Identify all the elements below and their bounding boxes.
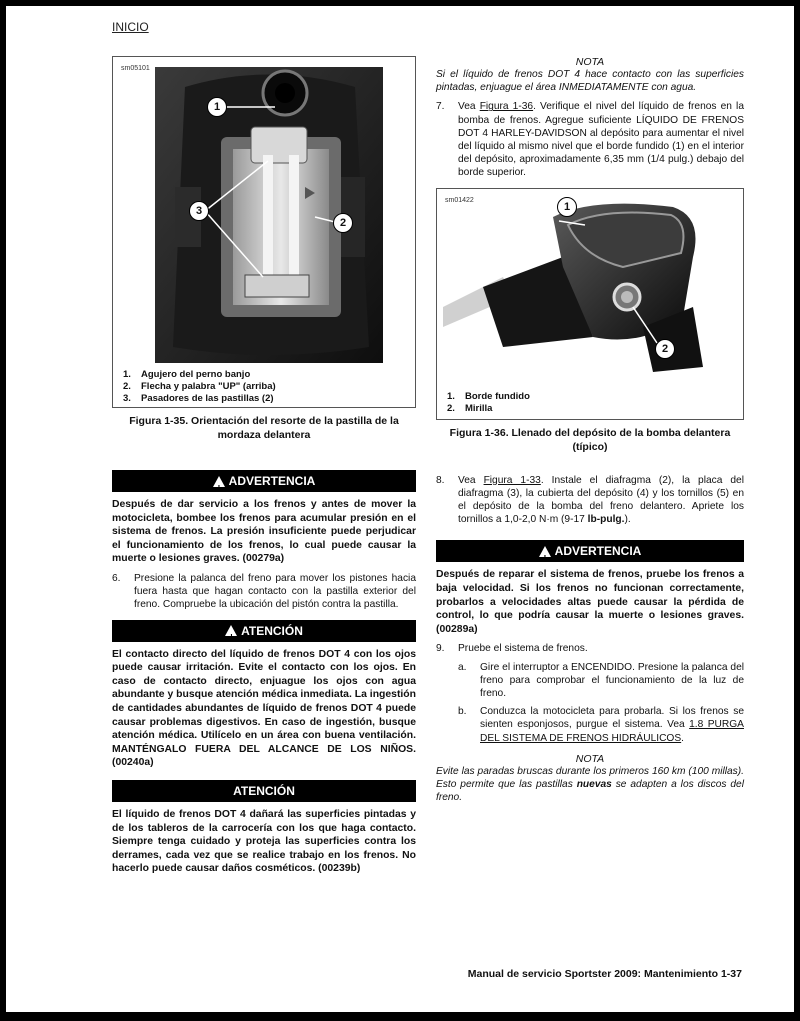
home-link[interactable]: INICIO: [112, 20, 149, 34]
callout-2: 2: [655, 339, 675, 359]
callout-1: 1: [207, 97, 227, 117]
note-title-2: NOTA: [575, 752, 605, 765]
caliper-photo: [155, 67, 383, 363]
figure-legend: [447, 391, 530, 415]
legend-item: 2. Flecha y palabra "UP" (arriba): [123, 381, 276, 392]
step-8: 8. Vea Figura 1-33. Instale el diafragma (2), la placa del diafragma (3), la cubierta del depósito (4) y los tornillos (5) en el depósito de la bomba del freno delantero. Apriete los tornillos a 1,0-2,0 N·m (9-17 lb-pulg.).: [436, 474, 744, 526]
warning-triangle-icon: !: [225, 625, 237, 636]
step-9b: b. Conduzca la motocicleta para probarla. Si los frenos se sienten esponjosos, purgue el sistema. Vea 1.8 PURGA DEL SISTEMA DE FRENOS HIDRÁULICOS.: [458, 706, 744, 744]
step-6: 6. Presione la palanca del freno para mover los pistones hacia fuera hasta que hagan contacto con la pastilla exterior del freno. Compruebe la ubicación del pistón contra la pastilla.: [112, 572, 416, 611]
manual-page: [6, 6, 794, 1012]
caution-header: ! ATENCIÓN: [112, 620, 416, 642]
caution-header-2: ATENCIÓN: [112, 780, 416, 802]
figure-1-36: [436, 188, 744, 420]
figure-id: sm05101: [121, 65, 150, 72]
callout-2: 2: [333, 213, 353, 233]
right-column: [436, 56, 744, 804]
figure-caption: Figura 1-36. Llenado del depósito de la bomba delantera (típico): [449, 426, 731, 453]
note-text-2: Evite las paradas bruscas durante los primeros 160 km (100 millas). Esto permite que las pastillas nuevas se adapten a los discos del freno.: [436, 765, 744, 804]
caution-text: El contacto directo del líquido de frenos DOT 4 con los ojos puede causar irritación. Evite el contacto con los ojos. En caso de contacto directo, enjuague los ojos con agua abundante y busque atención médica inmediata. La ingestión de cantidades abundantes de líquido de frenos DOT 4 puede causar problemas digestivos. En caso de ingestión, busque atención médica. Utilícelo en un área con buena ventilación. MANTÉNGALO FUERA DEL ALCANCE DE LOS NIÑOS. (00240a): [112, 648, 416, 769]
step-9: 9. Pruebe el sistema de frenos.: [436, 643, 588, 655]
legend-item: 1. Agujero del perno banjo: [123, 369, 251, 380]
warning-header-2: ! ADVERTENCIA: [436, 540, 744, 562]
bleed-system-link[interactable]: 1.8 PURGA DEL SISTEMA DE FRENOS HIDRÁULICOS: [480, 719, 744, 744]
figure-1-33-link[interactable]: Figura 1-33: [483, 474, 541, 486]
warning-triangle-icon: !: [213, 476, 225, 487]
warning-text-2: Después de reparar el sistema de frenos, pruebe los frenos a baja velocidad. Si los frenos no funcionan correctamente, probarlos a velocidades altas puede causar la pérdida de control, lo que podría causar la muerte o lesiones graves. (00289a): [436, 569, 744, 635]
reservoir-photo: [443, 197, 723, 377]
step-7: 7. Vea Figura 1-36. Verifique el nivel del líquido de frenos en la bomba de frenos. Agregue suficiente LÍQUIDO DE FRENOS DOT 4 HARLEY-DAVIDSON al depósito para aumentar el nivel del líquido al mismo nivel que el borde fundido (1) en el interior del depósito, aproximadamente 6,35 mm (1/4 pulg.) debajo del borde superior.: [436, 101, 744, 179]
legend-item: 1. Borde fundido: [447, 390, 530, 402]
callout-1: 1: [557, 197, 577, 217]
warning-header: ! ADVERTENCIA: [112, 470, 416, 492]
warning-text: Después de dar servicio a los frenos y antes de mover la motocicleta, bombee los frenos para acumular presión en el sistema de frenos. La presión insuficiente puede perjudicar el funcionamiento de los frenos, lo cual puede causar la muerte o lesiones graves. (00279a): [112, 499, 416, 565]
warning-triangle-icon: !: [539, 546, 551, 557]
left-column: [112, 56, 416, 876]
figure-id: sm01422: [445, 196, 474, 204]
figure-legend: [123, 369, 276, 405]
callout-3: 3: [189, 201, 209, 221]
figure-1-35: [112, 56, 416, 408]
reservoir-photo-graphic: [443, 197, 723, 377]
note-text: Si el líquido de frenos DOT 4 hace contacto con las superficies pintadas, enjuague el área INMEDIATAMENTE con agua.: [436, 69, 744, 94]
legend-item: 2. Mirilla: [447, 402, 493, 414]
note-title: NOTA: [575, 56, 605, 68]
step-9a: a. Gire el interruptor a ENCENDIDO. Presione la palanca del freno para comprobar el funcionamiento de la luz de freno.: [458, 661, 744, 700]
legend-item: 3. Pasadores de las pastillas (2): [123, 393, 274, 404]
caution-text-2: El líquido de frenos DOT 4 dañará las superficies pintadas y de los tableros de la carrocería con los que haga contacto. Siempre tenga cuidado y proteja las superficies contra los derrames, cada vez que se realice trabajo en los frenos. No hacerlo puede causar daños cosméticos. (00239b): [112, 808, 416, 875]
figure-caption: Figura 1-35. Orientación del resorte de la pastilla de la mordaza delantera: [129, 415, 399, 441]
figure-1-36-link[interactable]: Figura 1-36: [479, 101, 534, 113]
page-footer: Manual de servicio Sportster 2009: Mantenimiento 1-37: [467, 968, 742, 980]
